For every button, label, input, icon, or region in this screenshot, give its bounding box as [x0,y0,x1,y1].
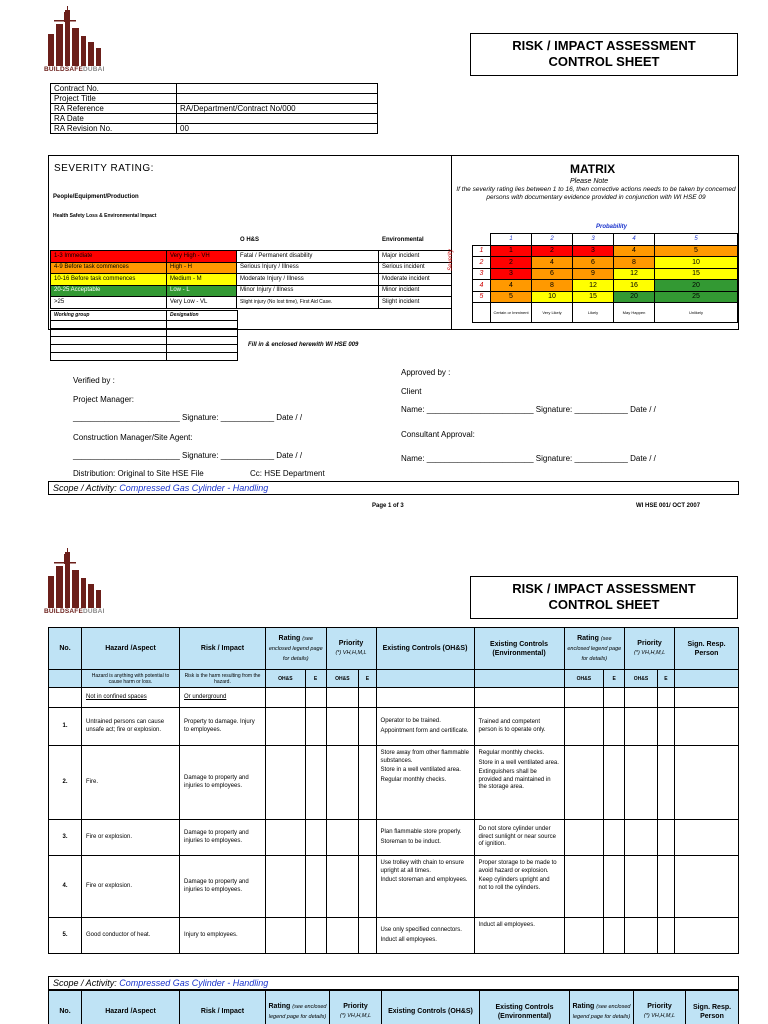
approved-by-label: Approved by : [401,368,451,377]
project-manager-label: Project Manager: [73,395,134,404]
working-group-cell[interactable] [51,337,167,345]
info-row: RA Date [51,114,378,124]
severity-row: 10-16 Before task commences Medium - M Moderate Injury / Illness Moderate incident [51,274,452,286]
info-row: RA Reference RA/Department/Contract No/000 [51,104,378,114]
working-group-cell[interactable] [51,353,167,361]
company-name: BUILDSAFEDUBAI [44,66,105,73]
scope-activity-bar: Scope / Activity: Compressed Gas Cylinder - Handling [48,976,739,990]
client-signature-line[interactable]: Name: ________________________ Signature: ____________ Date / / [401,405,656,414]
project-manager-signature-line[interactable]: ________________________ Signature: ____________ Date / / [73,413,303,422]
table-header-row: No. Hazard /Aspect Risk / Impact Rating (see enclosed legend page for details) Priority (*) VH,H,M,L Existing Controls (OH&S) Existing Controls (Environmental) Rating (see enclosed legend page for details) Priority (*) VH,H,M,L Sign. Resp. Person [49,991,739,1024]
control-measure: Store in a well ventilated area. [478,759,559,766]
matrix-row: 4 4 8 12 16 20 [473,280,738,292]
page-title: RISK / IMPACT ASSESSMENT CONTROL SHEET [470,576,738,619]
designation-cell[interactable] [167,353,238,361]
health-label: Health Safety Loss & Environmental Impact [53,213,157,219]
document-reference: WI HSE 001/ OCT 2007 [636,503,701,509]
consultant-approval-label: Consultant Approval: [401,430,475,439]
designation-cell[interactable] [167,337,238,345]
table-row: 2. Fire. Damage to property and injuries to employees. Store away from other flammable substances. Store in a well ventilated area. Regular monthly checks. Regular monthly checks. Store in a well ventilated area. Extinguishers shall be provided and maintained in the storage area. [49,746,739,820]
people-label: People/Equipment/Production [53,194,139,200]
severity-heading: SEVERITY RATING: [54,163,154,174]
page-title: RISK / IMPACT ASSESSMENT CONTROL SHEET [470,33,738,76]
severity-row: 20-25 Acceptable Low - L Minor Injury / Illness Minor incident [51,285,452,297]
matrix-please-note: Please Note [570,178,609,185]
designation-cell[interactable] [167,321,238,329]
control-measure: Proper storage to be made to avoid hazard or explosion. [478,860,557,874]
table-subheader-row: Hazard is anything with potential to cause harm or loss. Risk is the harm resulting from the hazard. OH&S E OH&S E OH&S E OH&S E [49,670,739,688]
contract-info-table [50,83,378,134]
scope-activity-bar: Scope / Activity: Compressed Gas Cylinder - Handling [48,481,739,495]
working-group-cell[interactable] [51,321,167,329]
severity-axis-label: Severity [448,249,454,271]
control-measure: Regular monthly checks. [478,750,545,756]
control-measure: Induct storeman and employees. [380,877,468,883]
matrix-row: 1 1 2 3 4 5 [473,245,738,257]
severity-row: 1-3 Immediate Very High - VH Fatal / Permanent disability Major incident [51,251,452,263]
hazard-assessment-table-continued [48,990,739,1024]
control-measure: Do not store cylinder under direct sunlight or near source of ignition. [478,826,556,848]
likelihood-row: Certain or Imminent Very Likely Likely May Happen Unlikely [473,303,738,323]
control-measure: Operator to be trained. [380,718,441,724]
client-label: Client [401,387,422,396]
severity-rating-table [50,250,452,309]
info-row: Project Title [51,94,378,104]
skyline-icon [44,6,106,66]
skyline-icon [44,548,106,608]
control-measure: Storeman to be induct. [380,838,441,845]
control-measure: Use only specified connectors. [380,927,462,933]
matrix-row: 3 3 6 9 12 15 [473,268,738,280]
table-row: 5. Good conductor of heat. Injury to employees. Use only specified connectors. Induct all employees. Induct all employees. [49,918,739,954]
section-row: Not in confined spaces Or underground [49,688,739,708]
matrix-row: 2 2 4 6 8 10 [473,257,738,269]
control-measure: Extinguishers shall be provided and maintained in the storage area. [478,769,551,790]
control-measure: Store away from other flammable substances. [380,750,469,764]
risk-matrix-table: 1 2 3 4 5 1 1 2 3 4 5 2 2 4 6 8 10 3 3 6 9 12 15 4 4 8 12 16 20 5 5 10 15 20 25 Certain or Imminent Very Likely Likely May Happen Unlikely [472,233,738,323]
severity-row: >25 Very Low - VL Slight injury (No lost time), First Aid Case. Slight incident [51,297,452,309]
control-measure: Appointment form and certificate. [380,727,469,734]
designation-cell[interactable] [167,329,238,337]
control-measure: Keep cylinders upright and not to roll the cylinders. [478,877,550,891]
control-measure: Induct all employees. [380,936,437,943]
env-column-label: Environmental [382,237,424,243]
cc-label: Cc: HSE Department [250,469,325,478]
working-group-table: Working group Designation [50,310,238,361]
table-row: 4. Fire or explosion. Damage to property and injuries to employees. Use trolley with chain to ensure upright at all times. Induct storeman and employees. Proper storage to be made to avoid hazard or explosion. Keep cylinders upright and not to roll the cylinders. [49,856,739,918]
control-measure: Store in a well ventilated area. [380,767,461,773]
severity-row: 4-9 Before task commences High - H Serious Injury / Illness Serious incident [51,262,452,274]
company-name: BUILDSAFEDUBAI [44,608,105,615]
working-group-cell[interactable] [51,329,167,337]
fill-note: Fill in & enclosed herewith WI HSE 009 [248,342,359,348]
page-number: Page 1 of 3 [372,503,404,509]
consultant-signature-line[interactable]: Name: ________________________ Signature: ____________ Date / / [401,454,656,463]
matrix-heading: MATRIX [570,162,616,176]
matrix-row: 5 5 10 15 20 25 [473,291,738,303]
table-row: 1. Untrained persons can cause unsafe act; fire or explosion. Property to damage. Injury to employees. Operator to be trained. Appointment form and certificate. Trained and competent person is to operate only. [49,708,739,746]
working-group-cell[interactable] [51,345,167,353]
hazard-assessment-table [48,627,739,954]
info-row: RA Revision No. 00 [51,124,378,134]
designation-cell[interactable] [167,345,238,353]
distribution-label: Distribution: Original to Site HSE File [73,469,204,478]
control-measure: Plan flammable store properly. [380,829,462,835]
matrix-note: If the severity rating lies between 1 to 16, then corrective actions needs to be taken by concerned persons with documentary evidence provided in conjunction with WI HSE 09 [456,186,736,201]
verified-by-label: Verified by : [73,376,115,385]
probability-label: Probability [596,224,628,230]
table-row: 3. Fire or explosion. Damage to property and injuries to employees. Plan flammable store properly. Storeman to be induct. Do not store cylinder under direct sunlight or near source of ignition. [49,820,739,856]
construction-manager-signature-line[interactable]: ________________________ Signature: ____________ Date / / [73,451,303,460]
info-row: Contract No. [51,84,378,94]
construction-manager-label: Construction Manager/Site Agent: [73,433,193,442]
table-header-row: No. Hazard /Aspect Risk / Impact Rating (see enclosed legend page for details) Priority (*) VH,H,M,L Existing Controls (OH&S) Existing Controls (Environmental) Rating (see enclosed legend page for details) Priority (*) VH,H,M,L Sign. Resp. Person [49,628,739,670]
company-logo [44,6,112,74]
ohs-column-label: O H&S [240,237,260,243]
control-measure: Induct all employees. [478,922,535,928]
control-measure: Trained and competent person is to operate only. [478,719,546,733]
control-measure: Use trolley with chain to ensure upright at all times. [380,860,464,874]
company-logo [44,548,112,616]
control-measure: Regular monthly checks. [380,776,447,783]
